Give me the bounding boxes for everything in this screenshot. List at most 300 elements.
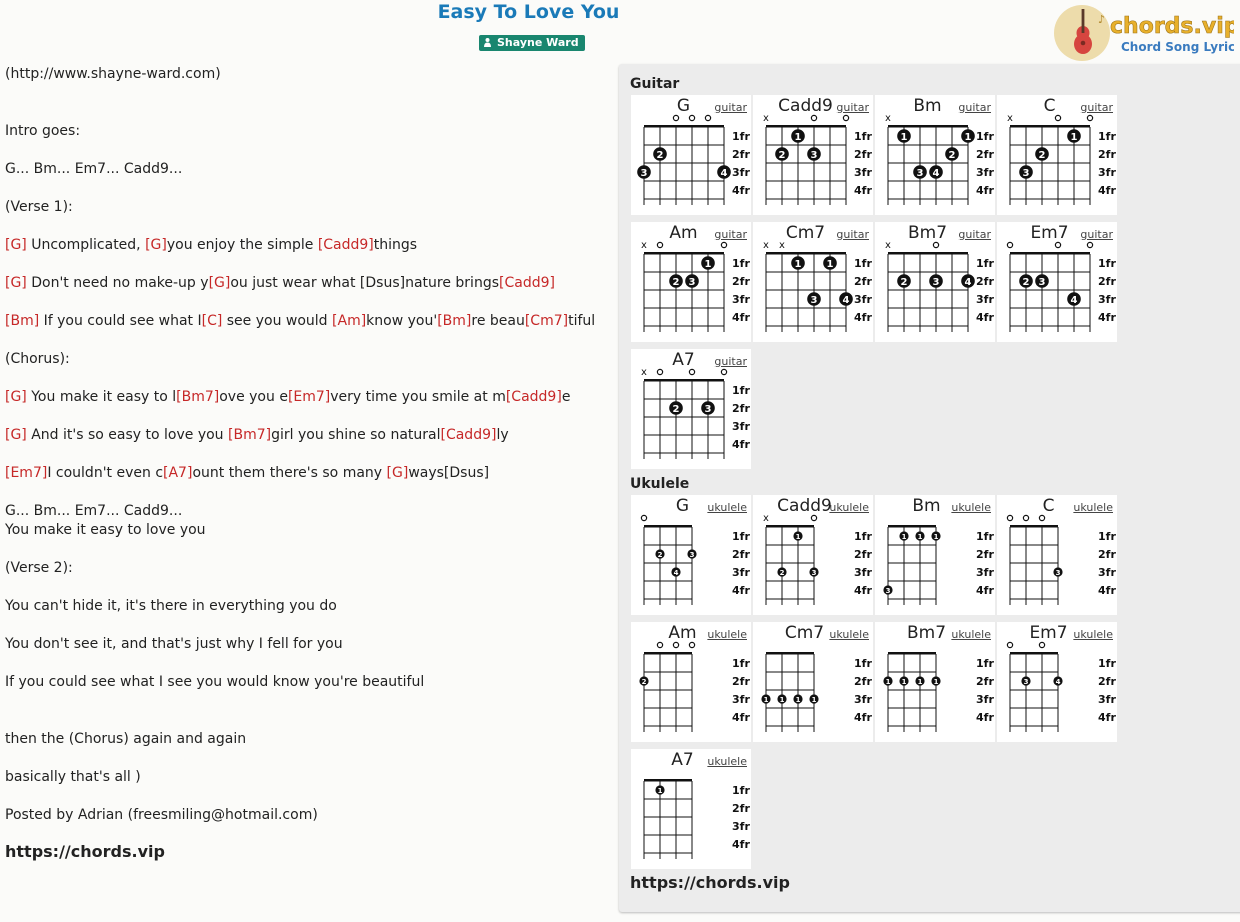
chord-card-guitar-bm7 xyxy=(875,222,995,342)
finger-number: 3 xyxy=(811,569,817,577)
fret-label: 4fr xyxy=(976,711,994,724)
fret-label: 2fr xyxy=(854,275,872,288)
fret-label: 2fr xyxy=(732,802,750,815)
finger-number: 1 xyxy=(826,259,834,270)
lyric-text: You can't hide it, it's there in everything you do xyxy=(5,598,337,614)
open-string-mark xyxy=(657,642,662,647)
lyric-line xyxy=(5,463,489,483)
chord-name: Bm xyxy=(912,496,941,516)
open-string-mark xyxy=(1087,242,1092,247)
chord-panel xyxy=(619,64,1240,912)
site-link[interactable] xyxy=(5,842,165,862)
guitar-link[interactable]: guitar xyxy=(714,355,747,368)
lyric-text: If you could see what I see you would know you're beautiful xyxy=(5,674,425,690)
finger-number: 1 xyxy=(964,132,972,143)
fret-label: 3fr xyxy=(732,420,750,433)
chord-marker[interactable]: [G] xyxy=(5,275,27,291)
fret-label: 4fr xyxy=(854,311,872,324)
chord-card-ukulele-a7 xyxy=(631,749,751,869)
guitar-link[interactable]: guitar xyxy=(714,101,747,114)
nut xyxy=(1010,525,1058,528)
guitar-link[interactable]: guitar xyxy=(836,228,869,241)
lyric-line xyxy=(5,425,509,445)
lyric-text: https://chords.vip xyxy=(5,842,165,861)
lyric-text: Intro goes: xyxy=(5,123,81,139)
nut xyxy=(766,525,814,528)
finger-number: 1 xyxy=(794,132,802,143)
finger-number: 2 xyxy=(900,277,908,288)
finger-number: 3 xyxy=(689,551,695,559)
open-string-mark xyxy=(933,242,938,247)
nut xyxy=(644,525,692,528)
lyric-line xyxy=(5,349,70,369)
muted-string-mark: x xyxy=(1007,113,1013,124)
fret-label: 1fr xyxy=(854,657,872,670)
ukulele-section-title: Ukulele xyxy=(630,476,690,492)
muted-string-mark: x xyxy=(763,240,769,251)
chord-diagram xyxy=(631,95,751,215)
finger-number: 4 xyxy=(1070,295,1078,306)
chord-card-ukulele-c xyxy=(997,495,1117,615)
fret-label: 4fr xyxy=(732,584,750,597)
chord-name: G xyxy=(675,496,690,516)
muted-string-mark: x xyxy=(641,367,647,378)
chord-name: C xyxy=(1042,496,1055,516)
fret-label: 2fr xyxy=(1098,148,1116,161)
chord-diagram xyxy=(631,622,751,742)
chord-card-ukulele-bm7 xyxy=(875,622,995,742)
lyric-line xyxy=(5,672,424,692)
fret-label: 3fr xyxy=(976,293,994,306)
finger-number: 3 xyxy=(640,168,648,179)
open-string-mark xyxy=(657,369,662,374)
lyric-text: tiful xyxy=(568,313,596,329)
open-string-mark xyxy=(1039,642,1044,647)
fret-label: 3fr xyxy=(1098,166,1116,179)
open-string-mark xyxy=(689,369,694,374)
chord-name: Am xyxy=(669,223,698,243)
guitar-link[interactable]: guitar xyxy=(1080,101,1113,114)
fret-label: 1fr xyxy=(732,657,750,670)
chord-card-ukulele-em7 xyxy=(997,622,1117,742)
guitar-link[interactable]: guitar xyxy=(1080,228,1113,241)
lyric-text: I couldn't even c xyxy=(47,465,164,481)
lyric-text: see you would xyxy=(222,313,333,329)
finger-number: 3 xyxy=(932,277,940,288)
finger-number: 1 xyxy=(900,132,908,143)
fret-label: 3fr xyxy=(732,820,750,833)
lyric-line xyxy=(5,501,182,521)
finger-number: 2 xyxy=(778,150,786,161)
ukulele-link[interactable]: ukulele xyxy=(951,501,991,514)
chord-diagram xyxy=(753,622,873,742)
lyric-line xyxy=(5,558,73,578)
fret-label: 1fr xyxy=(732,530,750,543)
nut xyxy=(888,525,936,528)
fret-label: 1fr xyxy=(976,130,994,143)
chord-marker[interactable]: [Bm] xyxy=(5,313,40,329)
chord-name: Em7 xyxy=(1029,623,1068,643)
finger-number: 4 xyxy=(1055,678,1061,686)
finger-number: 2 xyxy=(1038,150,1046,161)
ukulele-link[interactable]: ukulele xyxy=(1073,501,1113,514)
chord-diagram xyxy=(997,495,1117,615)
lyric-text: Uncomplicated, xyxy=(26,237,146,253)
fret-label: 2fr xyxy=(732,275,750,288)
fret-label: 4fr xyxy=(732,838,750,851)
finger-number: 1 xyxy=(795,533,801,541)
chord-diagram xyxy=(997,222,1117,342)
fret-label: 1fr xyxy=(854,257,872,270)
fret-label: 4fr xyxy=(1098,711,1116,724)
finger-number: 3 xyxy=(1022,168,1030,179)
fret-label: 3fr xyxy=(976,566,994,579)
fret-label: 2fr xyxy=(1098,675,1116,688)
chord-diagram xyxy=(753,222,873,342)
chord-marker[interactable]: [C] xyxy=(201,313,223,329)
lyric-line xyxy=(5,805,318,825)
chord-diagram xyxy=(753,495,873,615)
finger-number: 1 xyxy=(917,678,923,686)
open-string-mark xyxy=(1087,115,1092,120)
chord-card-guitar-am xyxy=(631,222,751,342)
fret-label: 3fr xyxy=(1098,293,1116,306)
fret-label: 3fr xyxy=(732,293,750,306)
chord-name: Em7 xyxy=(1030,223,1069,243)
chord-marker[interactable]: [Cadd9] xyxy=(440,427,497,443)
fret-label: 1fr xyxy=(976,530,994,543)
fret-label: 3fr xyxy=(854,166,872,179)
open-string-mark xyxy=(843,115,848,120)
svg-text:♪: ♪ xyxy=(1098,13,1106,26)
finger-number: 4 xyxy=(964,277,972,288)
chord-marker[interactable]: [Em7] xyxy=(5,465,48,481)
lyric-text: You make it easy to love you xyxy=(5,522,206,538)
nut xyxy=(1010,252,1090,255)
fret-label: 2fr xyxy=(732,675,750,688)
lyric-text: then the (Chorus) again and again xyxy=(5,731,247,747)
fret-label: 4fr xyxy=(976,184,994,197)
fret-label: 1fr xyxy=(1098,130,1116,143)
chord-card-ukulele-cadd9 xyxy=(753,495,873,615)
guitar-link[interactable]: guitar xyxy=(836,101,869,114)
lyric-text: ways[Dsus] xyxy=(408,465,490,481)
chord-marker[interactable]: [Bm7] xyxy=(176,389,220,405)
chord-marker[interactable]: [G] xyxy=(208,275,231,291)
lyric-line xyxy=(5,767,141,787)
fret-label: 4fr xyxy=(732,311,750,324)
chord-marker[interactable]: [A7] xyxy=(163,465,193,481)
lyric-line xyxy=(5,729,246,749)
muted-string-mark: x xyxy=(763,113,769,124)
fret-label: 2fr xyxy=(732,148,750,161)
lyric-text: (http://www.shayne-ward.com) xyxy=(5,66,221,82)
ukulele-link[interactable]: ukulele xyxy=(707,501,747,514)
fret-label: 2fr xyxy=(976,275,994,288)
fret-label: 4fr xyxy=(854,184,872,197)
lyric-line xyxy=(5,634,343,654)
artist-name: Shayne Ward xyxy=(497,36,579,49)
ukulele-link[interactable]: ukulele xyxy=(1073,628,1113,641)
chord-marker[interactable]: [G] xyxy=(5,389,27,405)
finger-number: 3 xyxy=(704,404,712,415)
lyric-line xyxy=(5,311,595,331)
lyric-line xyxy=(5,273,555,293)
lyric-text: If you could see what I xyxy=(39,313,202,329)
chord-card-guitar-c xyxy=(997,95,1117,215)
chord-marker[interactable]: [Em7] xyxy=(287,389,331,405)
fret-label: 1fr xyxy=(854,530,872,543)
finger-number: 3 xyxy=(916,168,924,179)
lyric-text: (Chorus): xyxy=(5,351,70,367)
finger-number: 1 xyxy=(933,678,939,686)
lyric-text: (Verse 2): xyxy=(5,560,73,576)
finger-number: 3 xyxy=(810,150,818,161)
chord-marker[interactable]: [Cadd9] xyxy=(499,275,555,291)
finger-number: 4 xyxy=(673,569,679,577)
nut xyxy=(888,252,968,255)
finger-number: 2 xyxy=(948,150,956,161)
nut xyxy=(1010,125,1090,128)
lyric-text: girl you shine so natural xyxy=(271,427,441,443)
chord-card-ukulele-bm xyxy=(875,495,995,615)
finger-number: 1 xyxy=(917,533,923,541)
fret-label: 1fr xyxy=(854,130,872,143)
open-string-mark xyxy=(1055,115,1060,120)
nut xyxy=(1010,652,1058,655)
chord-card-ukulele-g xyxy=(631,495,751,615)
fret-label: 4fr xyxy=(732,711,750,724)
open-string-mark xyxy=(721,242,726,247)
chord-diagram xyxy=(631,349,751,469)
logo-tagline: Chord Song Lyric xyxy=(1121,40,1234,54)
lyric-text: e xyxy=(561,389,571,405)
finger-number: 3 xyxy=(885,587,891,595)
lyric-line xyxy=(5,596,337,616)
fret-label: 4fr xyxy=(854,711,872,724)
fret-label: 1fr xyxy=(976,657,994,670)
finger-number: 1 xyxy=(901,678,907,686)
fret-label: 4fr xyxy=(854,584,872,597)
lyric-text: You make it easy to l xyxy=(26,389,177,405)
fret-label: 1fr xyxy=(732,384,750,397)
ukulele-link[interactable]: ukulele xyxy=(707,628,747,641)
nut xyxy=(644,779,692,782)
logo-brand: chords.vip xyxy=(1110,14,1234,39)
artist-badge[interactable] xyxy=(479,35,585,51)
lyric-text: Posted by Adrian (freesmiling@hotmail.com) xyxy=(5,807,318,823)
finger-number: 2 xyxy=(672,277,680,288)
muted-string-mark: x xyxy=(779,240,785,251)
lyric-text: basically that's all ) xyxy=(5,769,141,785)
ukulele-link[interactable]: ukulele xyxy=(951,628,991,641)
lyric-line xyxy=(5,64,221,84)
lyric-line xyxy=(5,387,570,407)
chord-marker[interactable]: [Am] xyxy=(332,313,367,329)
fret-label: 1fr xyxy=(732,257,750,270)
fret-label: 3fr xyxy=(732,166,750,179)
nut xyxy=(644,379,724,382)
open-string-mark xyxy=(689,115,694,120)
finger-number: 2 xyxy=(656,150,664,161)
nut xyxy=(644,125,724,128)
nut xyxy=(644,252,724,255)
fret-label: 1fr xyxy=(732,130,750,143)
finger-number: 3 xyxy=(810,295,818,306)
chord-card-guitar-a7 xyxy=(631,349,751,469)
open-string-mark xyxy=(657,242,662,247)
lyric-text: know you' xyxy=(366,313,438,329)
finger-number: 1 xyxy=(779,696,785,704)
finger-number: 1 xyxy=(1070,132,1078,143)
lyric-text: ly xyxy=(496,427,509,443)
fret-label: 4fr xyxy=(976,584,994,597)
chord-name: G xyxy=(676,96,691,116)
lyric-line xyxy=(5,197,73,217)
ukulele-link[interactable]: ukulele xyxy=(829,628,869,641)
site-logo[interactable] xyxy=(1054,3,1234,63)
chord-name: Am xyxy=(668,623,697,643)
ukulele-link[interactable]: ukulele xyxy=(707,755,747,768)
chord-marker[interactable]: [G] xyxy=(5,427,27,443)
fret-label: 4fr xyxy=(732,184,750,197)
finger-number: 2 xyxy=(672,404,680,415)
chord-marker[interactable]: [Cadd9] xyxy=(317,237,374,253)
chord-diagram xyxy=(631,749,751,869)
chord-marker[interactable]: [G] xyxy=(386,465,409,481)
finger-number: 1 xyxy=(704,259,712,270)
finger-number: 1 xyxy=(933,533,939,541)
chord-name: C xyxy=(1043,96,1056,116)
guitar-link[interactable]: guitar xyxy=(958,101,991,114)
fret-label: 4fr xyxy=(1098,311,1116,324)
muted-string-mark: x xyxy=(885,113,891,124)
ukulele-link[interactable]: ukulele xyxy=(829,501,869,514)
fret-label: 3fr xyxy=(1098,566,1116,579)
chord-marker[interactable]: [Bm] xyxy=(437,313,472,329)
lyric-text: You don't see it, and that's just why I fell for you xyxy=(5,636,343,652)
finger-number: 1 xyxy=(795,696,801,704)
open-string-mark xyxy=(811,515,816,520)
chord-diagram xyxy=(997,622,1117,742)
fret-label: 2fr xyxy=(854,675,872,688)
fret-label: 3fr xyxy=(976,693,994,706)
guitar-link[interactable]: guitar xyxy=(958,228,991,241)
finger-number: 3 xyxy=(1055,569,1061,577)
finger-number: 4 xyxy=(932,168,940,179)
finger-number: 1 xyxy=(811,696,817,704)
open-string-mark xyxy=(811,115,816,120)
fret-label: 2fr xyxy=(854,148,872,161)
finger-number: 2 xyxy=(779,569,785,577)
finger-number: 1 xyxy=(901,533,907,541)
chord-diagram xyxy=(997,95,1117,215)
nut xyxy=(888,125,968,128)
nut xyxy=(644,652,692,655)
lyric-line xyxy=(5,159,182,179)
fret-label: 4fr xyxy=(732,438,750,451)
lyric-text: re beau xyxy=(471,313,525,329)
chord-name: A7 xyxy=(671,750,694,770)
finger-number: 2 xyxy=(1022,277,1030,288)
chord-marker[interactable]: [Cadd9] xyxy=(505,389,562,405)
panel-site-link[interactable]: https://chords.vip xyxy=(630,873,790,892)
fret-label: 2fr xyxy=(976,548,994,561)
lyric-line xyxy=(5,520,206,540)
fret-label: 1fr xyxy=(1098,530,1116,543)
chord-marker[interactable]: [Bm7] xyxy=(228,427,272,443)
chord-card-guitar-em7 xyxy=(997,222,1117,342)
guitar-link[interactable]: guitar xyxy=(714,228,747,241)
lyric-text: G... Bm... Em7... Cadd9... xyxy=(5,503,183,519)
fret-label: 3fr xyxy=(732,566,750,579)
open-string-mark xyxy=(689,642,694,647)
lyric-text: very time you smile at m xyxy=(330,389,506,405)
chord-card-ukulele-cm7 xyxy=(753,622,873,742)
chord-marker[interactable]: [G] xyxy=(145,237,167,253)
finger-number: 4 xyxy=(720,168,728,179)
lyric-line xyxy=(5,121,80,141)
lyric-line xyxy=(5,235,417,255)
fret-label: 3fr xyxy=(1098,693,1116,706)
open-string-mark xyxy=(721,369,726,374)
chord-name: Bm7 xyxy=(906,623,947,643)
chord-diagram xyxy=(875,95,995,215)
fret-label: 1fr xyxy=(976,257,994,270)
nut xyxy=(766,252,846,255)
lyric-text: Don't need no make-up y xyxy=(26,275,209,291)
lyric-text: ou just wear what [Dsus]nature brings xyxy=(230,275,499,291)
finger-number: 3 xyxy=(688,277,696,288)
chord-card-ukulele-am xyxy=(631,622,751,742)
chord-name: Cm7 xyxy=(784,623,825,643)
fret-label: 1fr xyxy=(1098,257,1116,270)
chord-diagram xyxy=(753,95,873,215)
fret-label: 3fr xyxy=(854,566,872,579)
finger-number: 2 xyxy=(657,551,663,559)
open-string-mark xyxy=(1055,242,1060,247)
chord-diagram xyxy=(875,222,995,342)
chord-diagram xyxy=(631,222,751,342)
fret-label: 2fr xyxy=(732,548,750,561)
nut xyxy=(888,652,936,655)
chord-card-guitar-cadd9 xyxy=(753,95,873,215)
song-title: Easy To Love You xyxy=(437,1,620,23)
fret-label: 4fr xyxy=(976,311,994,324)
open-string-mark xyxy=(1007,242,1012,247)
chord-marker[interactable]: [Cm7] xyxy=(524,313,569,329)
finger-number: 2 xyxy=(641,678,647,686)
lyric-text: G... Bm... Em7... Cadd9... xyxy=(5,161,183,177)
fret-label: 2fr xyxy=(854,548,872,561)
chord-name: A7 xyxy=(672,350,695,370)
nut xyxy=(766,125,846,128)
finger-number: 4 xyxy=(842,295,850,306)
open-string-mark xyxy=(1007,642,1012,647)
open-string-mark xyxy=(673,115,678,120)
chord-diagram xyxy=(631,495,751,615)
fret-label: 1fr xyxy=(1098,657,1116,670)
open-string-mark xyxy=(673,642,678,647)
muted-string-mark: x xyxy=(885,240,891,251)
muted-string-mark: x xyxy=(641,240,647,251)
fret-label: 4fr xyxy=(1098,184,1116,197)
fret-label: 4fr xyxy=(1098,584,1116,597)
open-string-mark xyxy=(1039,515,1044,520)
chord-diagram xyxy=(875,495,995,615)
lyric-text: ove you e xyxy=(219,389,288,405)
chord-marker[interactable]: [G] xyxy=(5,237,27,253)
